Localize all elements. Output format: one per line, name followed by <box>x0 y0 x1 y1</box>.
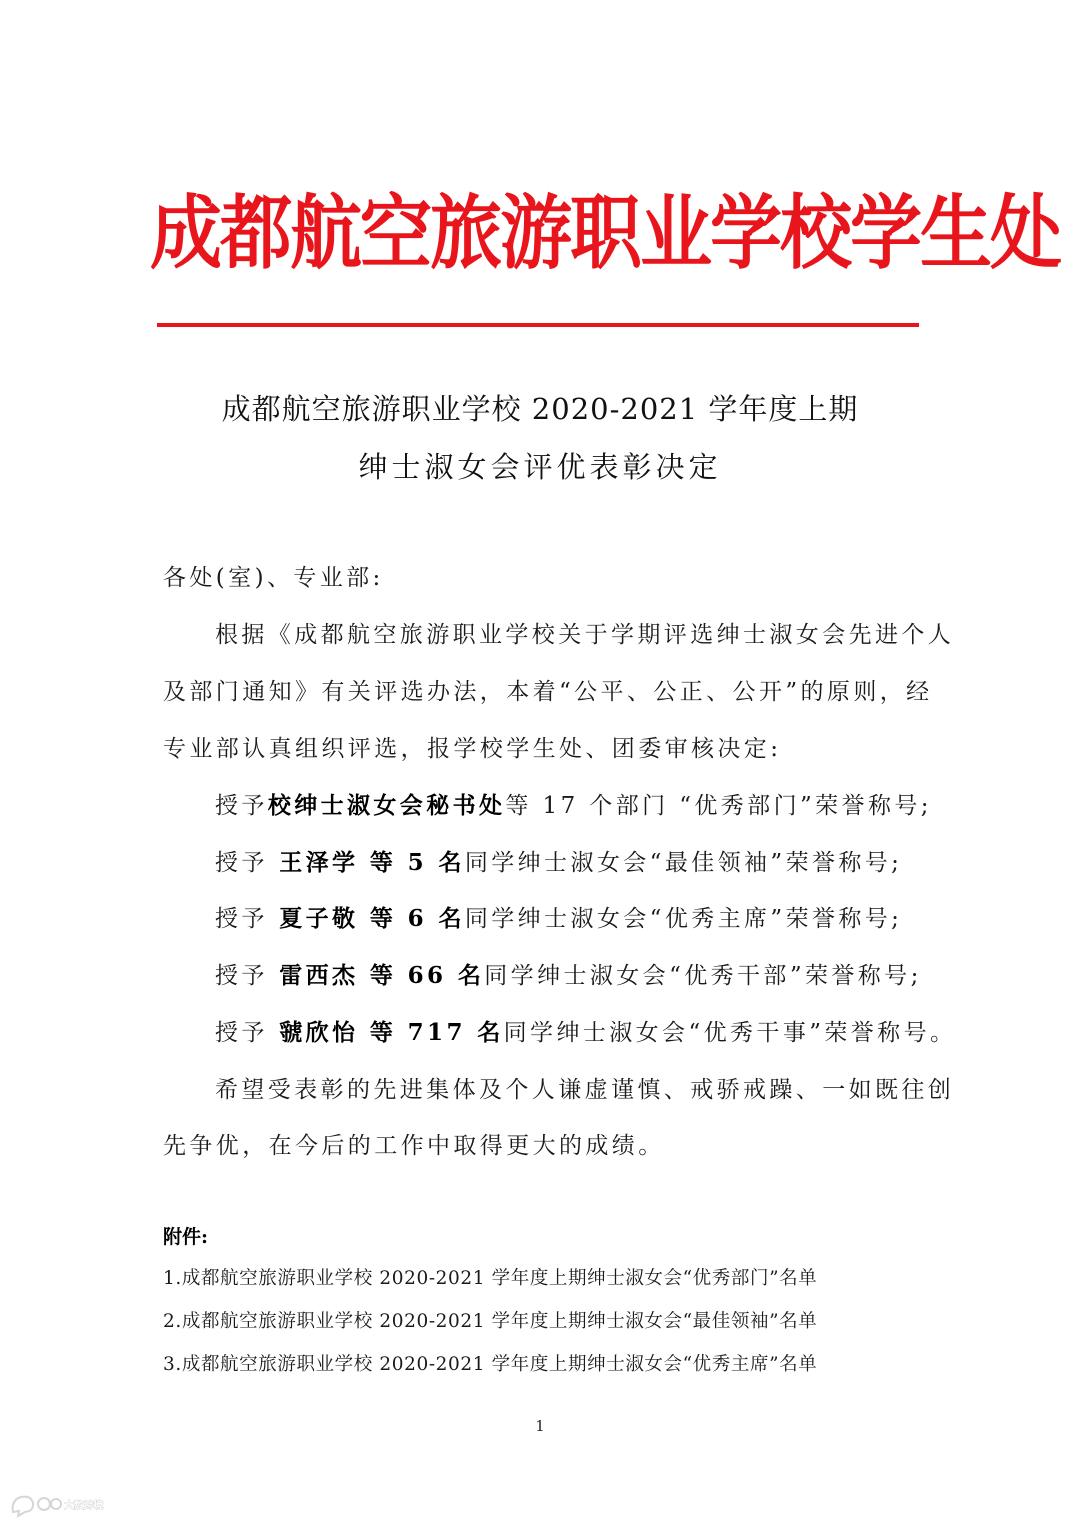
award-count: 等 5 名 <box>358 849 465 876</box>
award-title: 同学绅士淑女会“优秀干事”荣誉称号。 <box>503 1020 957 1046</box>
award-prefix: 授予 <box>215 850 268 876</box>
attachment-item: 2.成都航空旅游职业学校 2020-2021 学年度上期绅士淑女会“最佳领袖”名单 <box>163 1311 818 1332</box>
award-prefix: 授予 <box>215 1020 268 1046</box>
watermark <box>10 1490 116 1520</box>
salutation: 各处(室)、专业部: <box>163 565 384 591</box>
document-title-line-2: 绅士淑女会评优表彰决定 <box>358 450 722 484</box>
intro-line-1: 根据《成都航空旅游职业学校关于学期评选绅士淑女会先进个人 <box>215 622 955 648</box>
issuer-masthead: 成都航空旅游职业学校学生处 <box>150 185 1061 281</box>
award-title: 同学绅士淑女会“最佳领袖”荣誉称号; <box>464 850 903 876</box>
attachment-item: 1.成都航空旅游职业学校 2020-2021 学年度上期绅士淑女会“优秀部门”名单 <box>163 1268 818 1289</box>
document-title-line-1: 成都航空旅游职业学校 2020-2021 学年度上期 <box>221 392 859 426</box>
closing-line-2: 先争优，在今后的工作中取得更大的成绩。 <box>163 1133 665 1159</box>
award-recipient-name: 夏子敬 <box>267 905 359 932</box>
award-recipient-name: 王泽学 <box>267 849 359 876</box>
award-recipient-name: 雷西杰 <box>267 962 359 989</box>
award-count: 等 717 名 <box>358 1019 504 1046</box>
award-line-departments <box>215 789 975 823</box>
page-number: 1 <box>535 1417 545 1435</box>
closing-line-1: 希望受表彰的先进集体及个人谦虚谨慎、戒骄戒躁、一如既往创 <box>215 1077 955 1103</box>
award-prefix: 授予 <box>215 963 268 989</box>
award-count: 等 6 名 <box>358 905 465 932</box>
award-count: 等 66 名 <box>358 962 485 989</box>
watermark-wordmark <box>64 1491 116 1519</box>
award-recipient-name: 虢欣怡 <box>267 1019 359 1046</box>
award-title: “优秀部门”荣誉称号; <box>668 793 932 819</box>
award-prefix: 授予 <box>215 793 268 819</box>
award-line-excellent-cadre <box>215 959 975 993</box>
masthead-red-rule <box>157 323 919 327</box>
watermark-text: 大数跨境 <box>64 1500 104 1512</box>
award-count: 等 17 个部门 <box>505 793 669 819</box>
award-line-excellent-chair <box>215 902 975 936</box>
intro-line-3: 专业部认真组织评选，报学校学生处、团委审核决定: <box>163 736 782 762</box>
attachment-item: 3.成都航空旅游职业学校 2020-2021 学年度上期绅士淑女会“优秀主席”名单 <box>163 1354 818 1375</box>
intro-line-2: 及部门通知》有关评选办法，本着“公平、公正、公开”的原则，经 <box>163 679 933 705</box>
award-title: 同学绅士淑女会“优秀干部”荣誉称号; <box>484 963 922 989</box>
attachments-label: 附件: <box>163 1226 209 1248</box>
award-recipient-name: 校绅士淑女会秘书处 <box>267 792 506 819</box>
award-title: 同学绅士淑女会“优秀主席”荣誉称号; <box>464 906 903 932</box>
award-line-best-leader <box>215 846 975 880</box>
award-line-excellent-staff <box>215 1016 975 1050</box>
chat-bubble-logo-icon <box>10 1491 62 1519</box>
award-prefix: 授予 <box>215 906 268 932</box>
